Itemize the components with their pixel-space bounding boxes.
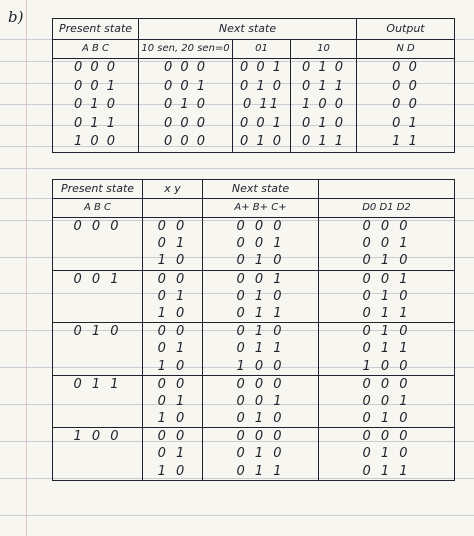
cell: 0 0 1: [236, 393, 285, 409]
d-cell: [319, 270, 455, 323]
d-cell: [319, 218, 455, 271]
next-state-cell: [203, 428, 319, 481]
cell: 1 0 0: [236, 358, 285, 374]
cell: 0 1 0: [362, 324, 411, 340]
cell: 0 1 1: [301, 134, 346, 149]
output-header: Output: [357, 19, 455, 40]
cell: 0 1 0: [236, 253, 285, 269]
next-state-cell: [203, 375, 319, 428]
cell: 1 0 0: [73, 429, 122, 445]
next-00-column: [139, 59, 233, 153]
d-subheader: D0 D1 D2: [319, 199, 455, 218]
cell: 0 1 1: [362, 463, 411, 479]
present-state-header: Present state: [53, 19, 139, 40]
cell: 0 1 0: [163, 97, 208, 112]
cell: 0 1 0: [236, 324, 285, 340]
cell: 1 0: [157, 253, 188, 269]
present-state-cell: [53, 323, 143, 376]
cell: 0 1 1: [362, 341, 411, 357]
abc-subheader: A B C: [53, 199, 143, 218]
output-column: [357, 59, 455, 153]
cell: 0 11: [243, 97, 280, 112]
cell: 0 1: [157, 446, 188, 462]
next-state-cell: [203, 270, 319, 323]
state-group-001: [53, 270, 455, 323]
xy-subheader: [143, 199, 203, 218]
cell: 0 0 1: [362, 271, 411, 287]
next-10-column: [291, 59, 357, 153]
nd-subheader: N D: [357, 40, 455, 59]
cell: 0 0 0: [163, 60, 208, 75]
d-cell: [319, 323, 455, 376]
cell: 0 1 0: [301, 115, 346, 131]
cell: 1 0 0: [362, 358, 411, 374]
cell: 0 0 1: [73, 78, 118, 94]
cell: 1 0: [157, 358, 188, 374]
cell: 0 0 1: [73, 271, 122, 287]
cell: 1 0: [157, 411, 188, 427]
cell: 0 0 1: [362, 236, 411, 252]
cell: 0 0 0: [236, 376, 285, 392]
cell: 0 0: [157, 324, 188, 340]
next-state-cell: [203, 218, 319, 271]
cell: 0 0: [157, 429, 188, 445]
cell: 0 0 1: [362, 393, 411, 409]
cell: 0 1 0: [362, 411, 411, 427]
next-state-header: Next state: [139, 19, 357, 40]
ruled-line: [0, 515, 474, 516]
cell: 0 0 0: [163, 134, 208, 149]
cell: 0 0 1: [236, 236, 285, 252]
ruled-line: [0, 168, 474, 169]
xy-header: x y: [143, 180, 203, 199]
state-table-2: [52, 179, 455, 481]
next-state-header: Next state: [203, 180, 319, 199]
cell: 1 0 0: [301, 97, 346, 112]
cell: 0 1 0: [236, 288, 285, 304]
cell: 1 0: [157, 463, 188, 479]
present-state-cell: [53, 270, 143, 323]
present-state-header: Present state: [53, 180, 143, 199]
cell: 1 0 0: [73, 134, 118, 149]
cell: 0 1 1: [236, 305, 285, 321]
margin-line: [26, 0, 27, 536]
cell: 0 0 0: [163, 115, 208, 131]
cell: 0 1: [157, 393, 188, 409]
next-01-column: [233, 59, 291, 153]
xy-cell: [143, 428, 203, 481]
cell: 0 1 1: [301, 78, 346, 94]
present-state-column: [53, 59, 139, 153]
cell: 0 1 1: [236, 341, 285, 357]
xy-cell: [143, 375, 203, 428]
cell: 0 1: [157, 341, 188, 357]
cell: 0 1 1: [236, 463, 285, 479]
cell: 1 0: [157, 305, 188, 321]
cell: 0 0: [392, 97, 419, 112]
cell: 0 0: [157, 271, 188, 287]
cell: 0 0: [392, 60, 419, 75]
state-table-1: [52, 18, 455, 153]
table1-body-row: [53, 59, 455, 153]
d-cell: [319, 428, 455, 481]
cell: 1 1: [392, 134, 419, 149]
present-state-cell: [53, 375, 143, 428]
state-group-010: [53, 323, 455, 376]
table1-header-row: [53, 19, 455, 40]
cell: 0 0: [157, 219, 188, 234]
cell: 0 1 0: [236, 446, 285, 462]
cell: 0 1 1: [73, 115, 118, 131]
cell: 0 0 1: [239, 115, 284, 131]
xy-cell: [143, 270, 203, 323]
cell: 0 1: [157, 288, 188, 304]
cell: 0 1 0: [362, 446, 411, 462]
cell: 0 0 0: [362, 429, 411, 445]
next-state-subheader: A+ B+ C+: [203, 199, 319, 218]
cell: 0 1 0: [362, 288, 411, 304]
cell: 0 1 0: [236, 411, 285, 427]
abc-subheader: A B C: [53, 40, 139, 59]
cell: 0 0 0: [362, 376, 411, 392]
cell: 0 1 0: [362, 253, 411, 269]
cell: 0 1: [157, 236, 188, 252]
part-label: b): [8, 8, 24, 26]
cell: 0 1: [392, 115, 419, 131]
cell: 0 1 0: [73, 324, 122, 340]
state-group-100: [53, 428, 455, 481]
cell: 0 0 1: [239, 60, 284, 75]
state-group-000: [53, 218, 455, 271]
table2-header-row: [53, 180, 455, 199]
cell: 0 0: [392, 78, 419, 94]
cell: 0 0 0: [236, 429, 285, 445]
table2-subheader-row: [53, 199, 455, 218]
cell: 0 1 0: [73, 97, 118, 112]
state-group-011: [53, 375, 455, 428]
cell: 0 1 0: [239, 78, 284, 94]
xy-cell: [143, 218, 203, 271]
present-state-cell: [53, 428, 143, 481]
d-header: [319, 180, 455, 199]
input-10-subheader: 10: [291, 40, 357, 59]
cell: 0 0 0: [73, 219, 122, 234]
cell: 0 0 1: [236, 271, 285, 287]
cell: 0 1 0: [239, 134, 284, 149]
input-00-subheader: 10 sen, 20 sen=0: [139, 40, 233, 59]
cell: 0 0 0: [362, 219, 411, 234]
cell: 0 1 1: [73, 376, 122, 392]
cell: 0 0 0: [73, 60, 118, 75]
d-cell: [319, 375, 455, 428]
cell: 0 0 0: [236, 219, 285, 234]
cell: 0 0: [157, 376, 188, 392]
xy-cell: [143, 323, 203, 376]
input-01-subheader: 01: [233, 40, 291, 59]
cell: 0 0 1: [163, 78, 208, 94]
cell: 0 1 1: [362, 305, 411, 321]
next-state-cell: [203, 323, 319, 376]
table1-subheader-row: [53, 40, 455, 59]
cell: 0 1 0: [301, 60, 346, 75]
present-state-cell: [53, 218, 143, 271]
